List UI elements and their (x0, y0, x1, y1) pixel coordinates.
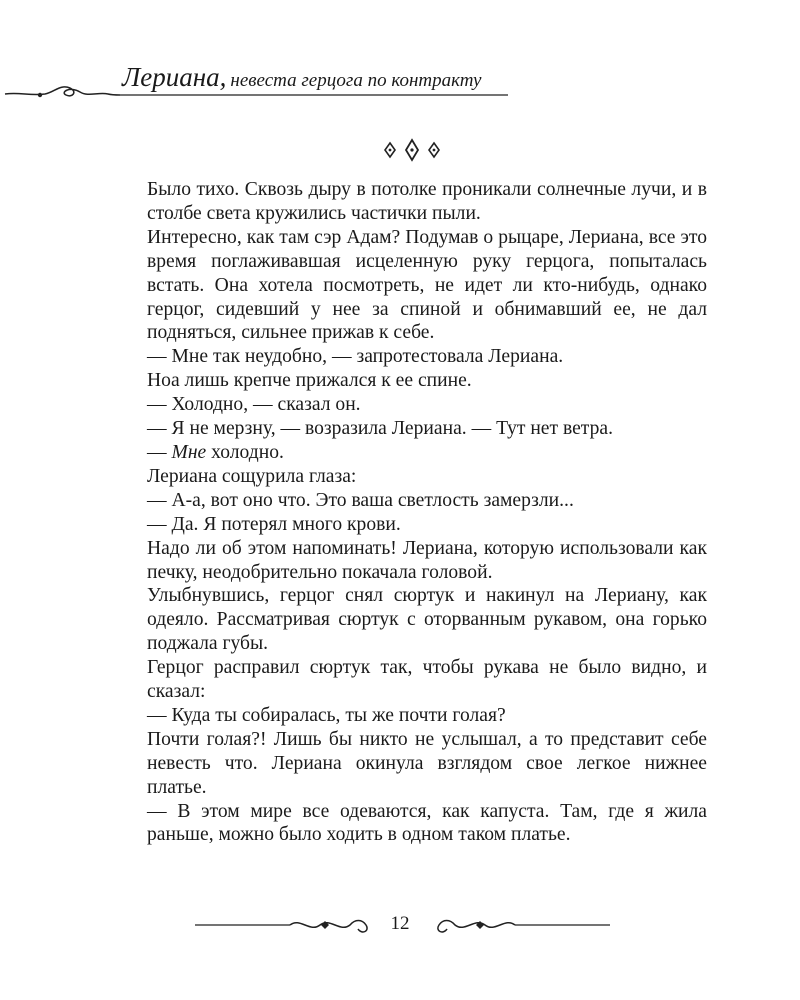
dialogue-line-emphasis (147, 441, 707, 465)
page-footer (0, 905, 800, 945)
book-title-rest: невеста герцога по контракту (230, 70, 482, 91)
paragraph: Было тихо. Сквозь дыру в потолке проникали солнечные лучи, и в столбе света кружились частички пыли. (147, 179, 707, 224)
book-title-main: Лериана, (122, 62, 227, 92)
chapter-body (147, 178, 707, 847)
paragraph: Почти голая?! Лишь бы никто не услышал, а то представит себе невесть что. Лериана окинула взглядом свое легкое нижнее платье. (147, 728, 707, 798)
three-diamonds-ornament-icon (380, 138, 444, 162)
paragraph: Лериана сощурила глаза: (147, 465, 357, 487)
dialogue-line: — В этом мире все одеваются, как капуста. Там, где я жила раньше, можно было ходить в одном таком платье. (147, 800, 707, 846)
dialogue-line: — Мне так неудобно, — запротестовала Лериана. (147, 346, 564, 368)
paragraph: Герцог расправил сюртук так, чтобы рукава не было видно, и сказал: (147, 657, 707, 703)
emphasized-word: Мне (171, 441, 207, 463)
dialogue-line: — А-а, вот оно что. Это ваша светлость замерзли... (147, 489, 574, 511)
dialogue-line: — Куда ты собиралась, ты же почти голая? (147, 704, 506, 726)
dash: — (147, 441, 172, 463)
book-title (122, 62, 481, 93)
dialogue-line: — Я не мерзну, — возразила Лериана. — Тут нет ветра. (147, 418, 613, 440)
dialogue-line: — Да. Я потерял много крови. (147, 513, 401, 535)
paragraph: Ноа лишь крепче прижался к ее спине. (147, 370, 472, 392)
dialogue-rest: холодно. (206, 441, 284, 463)
paragraph: Надо ли об этом напоминать! Лериана, которую использовали как печку, неодобрительно покачала головой. (147, 537, 707, 583)
paragraph: Интересно, как там сэр Адам? Подумав о рыцаре, Лериана, все это время поглаживавшая исцеленную руку герцога, попыталась встать. Она хотела посмотреть, не идет ли кто-нибудь, однако герцог, сидевший у нее за спиной и обнимавший ее, не дал подняться, сильнее прижав к себе. (147, 226, 707, 344)
dialogue-line: — Холодно, — сказал он. (147, 394, 361, 416)
running-header (0, 62, 520, 106)
page-number: 12 (390, 913, 410, 934)
paragraph: Улыбнувшись, герцог снял сюртук и накинул на Лериану, как одеяло. Рассматривая сюртук с оторванным рукавом, она горько поджала губы. (147, 585, 707, 655)
